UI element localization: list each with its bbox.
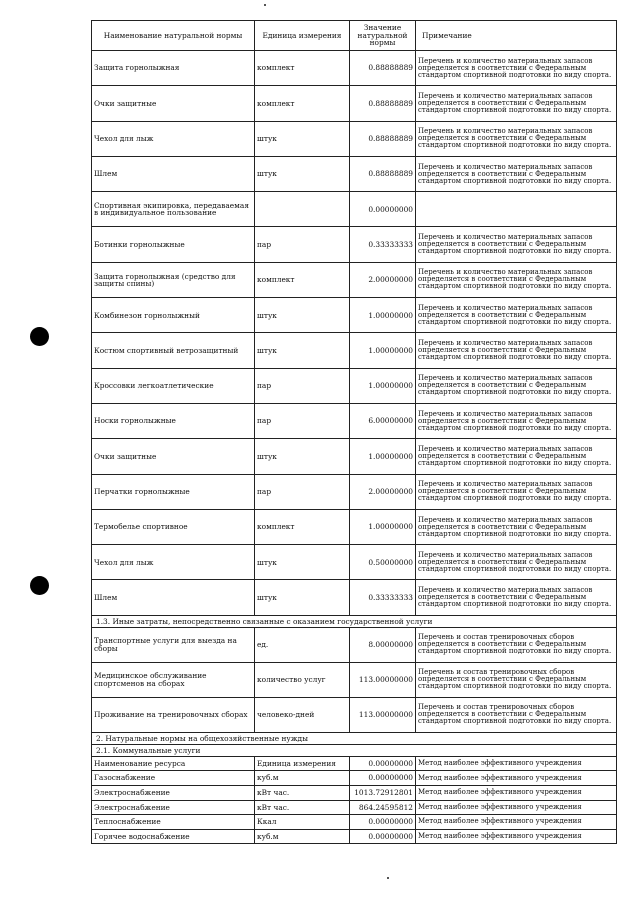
table-row bbox=[92, 439, 617, 474]
table-row bbox=[92, 829, 617, 844]
cell-note: Перечень и состав тренировочных сборов определяется в соответствии с Федеральным стандартом спортивной подготовки по виду спорта. bbox=[416, 697, 617, 732]
cell-note: Перечень и количество материальных запасов определяется в соответствии с Федеральным стандартом спортивной подготовки по виду спорта. bbox=[416, 403, 617, 438]
cell-unit: штук bbox=[255, 121, 350, 156]
natural-norms-table bbox=[91, 20, 617, 844]
cell-name: Чехол для лыж bbox=[92, 121, 255, 156]
cell-note: Перечень и количество материальных запасов определяется в соответствии с Федеральным стандартом спортивной подготовки по виду спорта. bbox=[416, 580, 617, 615]
cell-note: Перечень и количество материальных запасов определяется в соответствии с Федеральным стандартом спортивной подготовки по виду спорта. bbox=[416, 439, 617, 474]
table-row bbox=[92, 697, 617, 732]
cell-value: 0.33333333 bbox=[350, 227, 416, 262]
cell-unit: куб.м bbox=[255, 771, 350, 786]
punch-hole-upper bbox=[30, 327, 49, 346]
cell-value: 0.88888889 bbox=[350, 121, 416, 156]
scan-speck bbox=[387, 877, 389, 879]
cell-value: 1.00000000 bbox=[350, 439, 416, 474]
table-row bbox=[92, 756, 617, 771]
cell-name: Транспортные услуги для выезда на сборы bbox=[92, 627, 255, 662]
table-row bbox=[92, 262, 617, 297]
cell-name: Электроснабжение bbox=[92, 785, 255, 800]
table-row bbox=[92, 474, 617, 509]
cell-name: Комбинезон горнолыжный bbox=[92, 298, 255, 333]
cell-unit: Единица измерения bbox=[255, 756, 350, 771]
cell-unit: кВт час. bbox=[255, 800, 350, 815]
cell-note: Перечень и количество материальных запасов определяется в соответствии с Федеральным стандартом спортивной подготовки по виду спорта. bbox=[416, 262, 617, 297]
cell-note: Перечень и состав тренировочных сборов определяется в соответствии с Федеральным стандартом спортивной подготовки по виду спорта. bbox=[416, 662, 617, 697]
cell-note: Перечень и количество материальных запасов определяется в соответствии с Федеральным стандартом спортивной подготовки по виду спорта. bbox=[416, 368, 617, 403]
cell-name: Костюм спортивный ветрозащитный bbox=[92, 333, 255, 368]
cell-unit: пар bbox=[255, 474, 350, 509]
cell-value: 2.00000000 bbox=[350, 474, 416, 509]
table-row bbox=[92, 333, 617, 368]
cell-value: 0.00000000 bbox=[350, 771, 416, 786]
cell-note: Перечень и количество материальных запасов определяется в соответствии с Федеральным стандартом спортивной подготовки по виду спорта. bbox=[416, 227, 617, 262]
cell-note: Перечень и количество материальных запасов определяется в соответствии с Федеральным стандартом спортивной подготовки по виду спорта. bbox=[416, 545, 617, 580]
cell-name: Наименование ресурса bbox=[92, 756, 255, 771]
table-row bbox=[92, 298, 617, 333]
cell-unit: куб.м bbox=[255, 829, 350, 844]
cell-note bbox=[416, 192, 617, 227]
table-row bbox=[92, 86, 617, 121]
cell-unit: пар bbox=[255, 227, 350, 262]
cell-name: Ботинки горнолыжные bbox=[92, 227, 255, 262]
cell-unit: штук bbox=[255, 333, 350, 368]
cell-unit: комплект bbox=[255, 86, 350, 121]
cell-name: Перчатки горнолыжные bbox=[92, 474, 255, 509]
cell-unit: штук bbox=[255, 439, 350, 474]
cell-name: Термобелье спортивное bbox=[92, 509, 255, 544]
cell-unit: человеко-дней bbox=[255, 697, 350, 732]
section-row bbox=[92, 744, 617, 756]
cell-name: Проживание на тренировочных сборах bbox=[92, 697, 255, 732]
header-name: Наименование натуральной нормы bbox=[92, 21, 255, 51]
table-row bbox=[92, 121, 617, 156]
cell-name: Газоснабжение bbox=[92, 771, 255, 786]
cell-value: 0.50000000 bbox=[350, 545, 416, 580]
table-row bbox=[92, 580, 617, 615]
scan-speck bbox=[264, 4, 266, 6]
cell-note: Метод наиболее эффективного учреждения bbox=[416, 771, 617, 786]
table-row bbox=[92, 800, 617, 815]
cell-name: Электроснабжение bbox=[92, 800, 255, 815]
cell-value: 6.00000000 bbox=[350, 403, 416, 438]
cell-name: Чехол для лыж bbox=[92, 545, 255, 580]
cell-unit: штук bbox=[255, 156, 350, 191]
cell-value: 0.88888889 bbox=[350, 86, 416, 121]
table-row bbox=[92, 51, 617, 86]
section-title: 2. Натуральные нормы на общехозяйственные нужды bbox=[92, 732, 617, 744]
cell-name: Медицинское обслуживание спортсменов на сборах bbox=[92, 662, 255, 697]
cell-value: 0.00000000 bbox=[350, 756, 416, 771]
cell-note: Метод наиболее эффективного учреждения bbox=[416, 815, 617, 830]
cell-value: 0.88888889 bbox=[350, 156, 416, 191]
cell-name: Теплоснабжение bbox=[92, 815, 255, 830]
table-row bbox=[92, 545, 617, 580]
cell-name: Очки защитные bbox=[92, 439, 255, 474]
cell-note: Метод наиболее эффективного учреждения bbox=[416, 800, 617, 815]
table-row bbox=[92, 627, 617, 662]
cell-note: Перечень и количество материальных запасов определяется в соответствии с Федеральным стандартом спортивной подготовки по виду спорта. bbox=[416, 121, 617, 156]
cell-note: Перечень и количество материальных запасов определяется в соответствии с Федеральным стандартом спортивной подготовки по виду спорта. bbox=[416, 298, 617, 333]
cell-unit: комплект bbox=[255, 509, 350, 544]
table-row bbox=[92, 192, 617, 227]
cell-name: Защита горнолыжная (средство для защиты спины) bbox=[92, 262, 255, 297]
cell-note: Метод наиболее эффективного учреждения bbox=[416, 756, 617, 771]
cell-value: 113.00000000 bbox=[350, 697, 416, 732]
cell-value: 113.00000000 bbox=[350, 662, 416, 697]
cell-name: Шлем bbox=[92, 580, 255, 615]
table-row bbox=[92, 785, 617, 800]
cell-unit bbox=[255, 192, 350, 227]
cell-value: 1.00000000 bbox=[350, 298, 416, 333]
cell-value: 0.00000000 bbox=[350, 815, 416, 830]
cell-value: 1.00000000 bbox=[350, 368, 416, 403]
cell-value: 1.00000000 bbox=[350, 509, 416, 544]
table-row bbox=[92, 368, 617, 403]
cell-value: 8.00000000 bbox=[350, 627, 416, 662]
punch-hole-lower bbox=[30, 576, 49, 595]
cell-value: 1.00000000 bbox=[350, 333, 416, 368]
table-row bbox=[92, 227, 617, 262]
cell-name: Кроссовки легкоатлетические bbox=[92, 368, 255, 403]
table-row bbox=[92, 771, 617, 786]
table-row bbox=[92, 403, 617, 438]
cell-unit: ед. bbox=[255, 627, 350, 662]
table-row bbox=[92, 815, 617, 830]
cell-unit: пар bbox=[255, 403, 350, 438]
section-row bbox=[92, 732, 617, 744]
header-unit: Единица измерения bbox=[255, 21, 350, 51]
table-row bbox=[92, 509, 617, 544]
cell-name: Шлем bbox=[92, 156, 255, 191]
header-value: Значение натуральной нормы bbox=[350, 21, 416, 51]
table-row bbox=[92, 662, 617, 697]
table-header-row bbox=[92, 21, 617, 51]
cell-value: 0.88888889 bbox=[350, 51, 416, 86]
cell-value: 0.00000000 bbox=[350, 829, 416, 844]
cell-name: Очки защитные bbox=[92, 86, 255, 121]
cell-note: Перечень и количество материальных запасов определяется в соответствии с Федеральным стандартом спортивной подготовки по виду спорта. bbox=[416, 156, 617, 191]
cell-unit: Ккал bbox=[255, 815, 350, 830]
section-row bbox=[92, 615, 617, 627]
header-note: Примечание bbox=[416, 21, 617, 51]
cell-unit: пар bbox=[255, 368, 350, 403]
cell-name: Спортивная экипировка, передаваемая в индивидуальное пользование bbox=[92, 192, 255, 227]
cell-note: Перечень и количество материальных запасов определяется в соответствии с Федеральным стандартом спортивной подготовки по виду спорта. bbox=[416, 509, 617, 544]
cell-note: Перечень и количество материальных запасов определяется в соответствии с Федеральным стандартом спортивной подготовки по виду спорта. bbox=[416, 51, 617, 86]
cell-name: Горячее водоснабжение bbox=[92, 829, 255, 844]
cell-unit: штук bbox=[255, 298, 350, 333]
cell-note: Метод наиболее эффективного учреждения bbox=[416, 785, 617, 800]
cell-value: 0.00000000 bbox=[350, 192, 416, 227]
cell-name: Защита горнолыжная bbox=[92, 51, 255, 86]
cell-unit: штук bbox=[255, 545, 350, 580]
cell-value: 2.00000000 bbox=[350, 262, 416, 297]
section-title: 1.3. Иные затраты, непосредственно связанные с оказанием государственной услуги bbox=[92, 615, 617, 627]
cell-value: 0.33333333 bbox=[350, 580, 416, 615]
cell-unit: комплект bbox=[255, 262, 350, 297]
cell-unit: штук bbox=[255, 580, 350, 615]
cell-value: 864.24595812 bbox=[350, 800, 416, 815]
cell-unit: количество услуг bbox=[255, 662, 350, 697]
cell-unit: кВт час. bbox=[255, 785, 350, 800]
cell-note: Перечень и состав тренировочных сборов определяется в соответствии с Федеральным стандартом спортивной подготовки по виду спорта. bbox=[416, 627, 617, 662]
cell-note: Перечень и количество материальных запасов определяется в соответствии с Федеральным стандартом спортивной подготовки по виду спорта. bbox=[416, 86, 617, 121]
cell-value: 1013.72912801 bbox=[350, 785, 416, 800]
table-row bbox=[92, 156, 617, 191]
cell-note: Метод наиболее эффективного учреждения bbox=[416, 829, 617, 844]
cell-unit: комплект bbox=[255, 51, 350, 86]
cell-note: Перечень и количество материальных запасов определяется в соответствии с Федеральным стандартом спортивной подготовки по виду спорта. bbox=[416, 474, 617, 509]
section-title: 2.1. Коммунальные услуги bbox=[92, 744, 617, 756]
cell-name: Носки горнолыжные bbox=[92, 403, 255, 438]
cell-note: Перечень и количество материальных запасов определяется в соответствии с Федеральным стандартом спортивной подготовки по виду спорта. bbox=[416, 333, 617, 368]
